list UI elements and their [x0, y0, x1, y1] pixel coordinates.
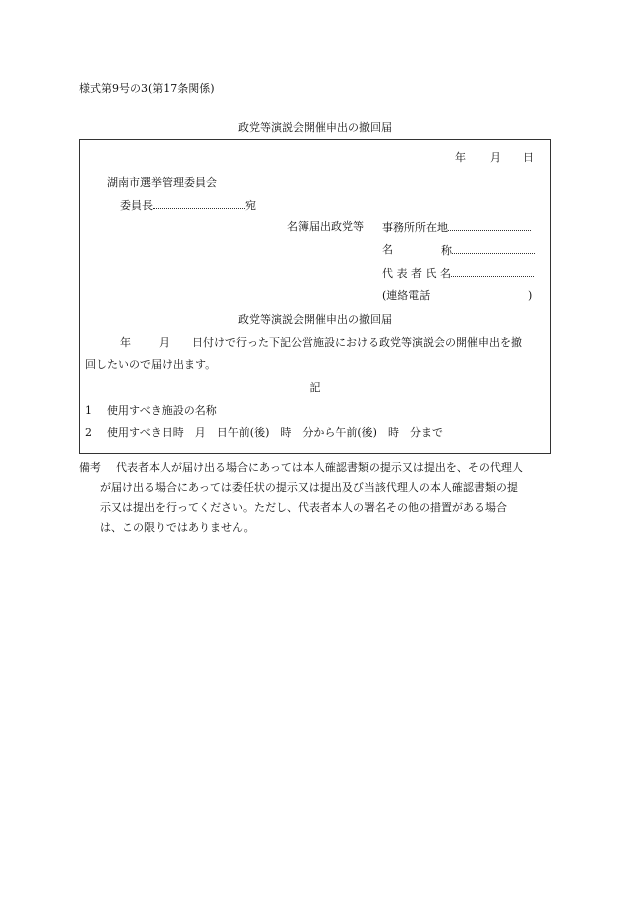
addressee-org: 湖南市選挙管理委員会	[107, 176, 217, 189]
addressee-line	[120, 198, 256, 213]
item-2	[85, 426, 443, 440]
note-line-2: が届け出る場合にあっては委任状の提示又は提出及び当該代理人の本人確認書類の提	[100, 481, 518, 494]
body-line1: 日付けで行った下記公営施設における政党等演説会の開催申出を撤	[192, 336, 522, 349]
representative-blank[interactable]	[451, 266, 534, 277]
item-text: 使用すべき施設の名称	[107, 404, 217, 417]
page-title: 政党等演説会開催申出の撤回届	[238, 121, 392, 134]
representative-label: 代 表 者 氏 名	[382, 267, 451, 280]
ki-heading: 記	[309, 381, 321, 394]
name-row	[441, 243, 535, 258]
date-year: 年	[455, 151, 466, 164]
contact-close: )	[528, 289, 533, 302]
note-label: 備考	[79, 461, 101, 474]
item-text: 使用すべき日時 月 日午前(後) 時 分から午前(後) 時 分まで	[107, 426, 443, 439]
body-line2: 回したいので届け出ます。	[85, 358, 217, 371]
office-address-blank[interactable]	[448, 220, 531, 231]
addressee-blank[interactable]	[153, 198, 245, 209]
date-day: 日	[523, 151, 534, 164]
date-month: 月	[490, 151, 501, 164]
applicant-label: 名簿届出政党等	[287, 220, 364, 233]
name-label-1: 名	[382, 243, 393, 256]
note-line-1: 代表者本人が届け出る場合にあっては本人確認書類の提示又は提出を、その代理人	[116, 461, 523, 474]
doc-title: 政党等演説会開催申出の撤回届	[238, 313, 392, 326]
form-number: 様式第9号の3(第17条関係)	[79, 82, 215, 95]
note-line-4: は、この限りではありません。	[100, 521, 255, 534]
body-month: 月	[159, 336, 170, 349]
office-address-label: 事務所所在地	[382, 221, 448, 234]
item-number: 1	[85, 404, 92, 417]
item-number: 2	[85, 426, 92, 439]
note-line-3: 示又は提出を行ってください。ただし、代表者本人の署名その他の措置がある場合	[100, 501, 507, 514]
contact-open: (連絡電話	[382, 289, 431, 302]
item-1	[85, 404, 217, 418]
addressee-title: 委員長	[120, 199, 153, 212]
representative-row	[382, 266, 534, 281]
office-address-row	[382, 220, 531, 235]
name-blank[interactable]	[452, 243, 535, 254]
body-year: 年	[120, 336, 131, 349]
name-label-2: 称	[441, 244, 452, 257]
addressee-suffix: 宛	[245, 199, 256, 212]
